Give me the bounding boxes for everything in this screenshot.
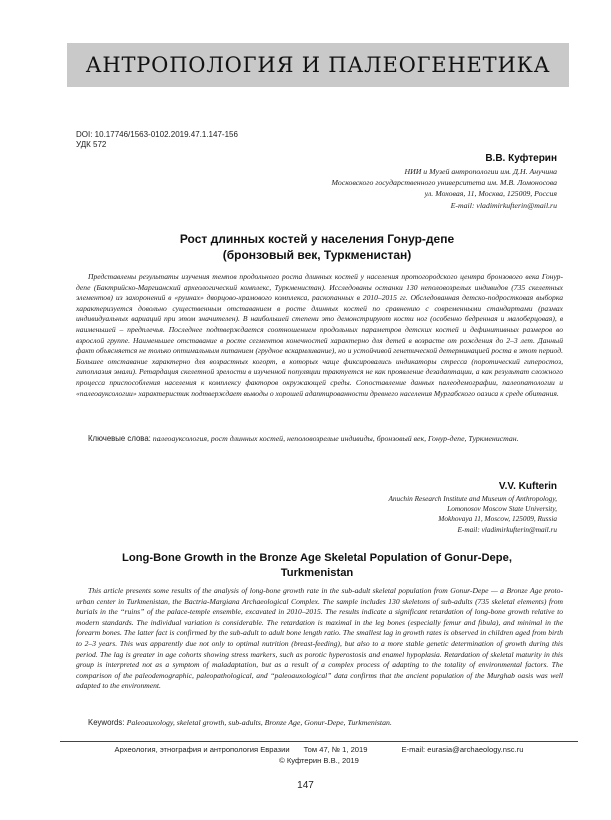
affiliation-line: Московского государственного университета им. М.В. Ломоносова [331,178,557,188]
title-line: Long-Bone Growth in the Bronze Age Skeletal Population of Gonur-Depe, [122,552,512,564]
copyright: © Куфтерин В.В., 2019 [279,756,359,765]
footer-journal-line [60,745,578,754]
keywords-en [76,718,563,729]
title-line: Рост длинных костей у населения Гонур-депе [179,232,455,246]
affiliation-line: НИИ и Музей антропологии им. Д.Н. Анучина [404,167,557,176]
author-name-ru: В.В. Куфтерин [485,153,557,164]
keywords-ru [76,434,563,445]
doi: DOI: 10.17746/1563-0102.2019.47.1.147-156 [76,130,238,139]
author-block-ru [331,153,557,211]
affiliation-en [388,494,557,535]
udk: УДК 572 [76,140,107,149]
author-email: E-mail: vladimirkufterin@mail.ru [457,524,557,534]
journal-name: Археология, этнография и антропология Евразии [114,745,290,754]
article-title-ru [66,231,568,263]
abstract-ru: Представлены результаты изучения темпов продольного роста длинных костей у населения протогородского центра бронзового века Гонур-депе (Бактрийско-Маргианский археологический комплекс, Туркменистан). Исследованы останки 130 неполовозрелых индивидов (735 скелетных элементов) из захоронений в «руинах» дворцово-храмового комплекса, раскопанных в 2010–2015 гг. Обследованная детско-подростковая выборка характеризуется довольно существенным отставанием в росте длинных костей по сравнению с современными стандартами (размах индивидуальных вариаций при этом значителен). В наибольшей степени это демонстрируют кости ног (особенно бедренная и малоберцовая), в наименьшей – предплечья. Последнее подтверждается соотношением продольных параметров детских костей и дефинитивных размеров во взрослой группе. Наименьшее отставание в росте сегментов конечностей характерно для детей в возрасте от рождения до 2–3 лет. Данный факт объясняется не только оптимальным питанием (грудное вскармливание), но и устойчивой генетической детерминацией роста в этот период. Большее отставание характерно для возрастных когорт, в которых чаще фиксировались индикаторы стресса (поротический гиперостоз, гипоплазия эмали). Ретардация скелетной зрелости в изученной популяции трактуется не как проявление дезадаптации, а как результат сложного процесса приспособления населения к комплексу факторов окружающей среды. Сопоставление данных палеодемографии, палеопатологии и «палеоауксологии» характеристик подтверждает выводы о хорошей адаптированности древнего населения Мургабского оазиса к среде обитания. [76,272,563,398]
affiliation-line: Anuchin Research Institute and Museum of Anthropology, [388,494,557,503]
affiliation-ru [331,166,557,211]
section-banner [67,43,569,87]
keywords-label: Ключевые слова: [88,434,151,443]
author-name-en: V.V. Kufterin [498,481,557,492]
author-email: E-mail: vladimirkufterin@mail.ru [450,200,557,210]
affiliation-line: Lomonosov Moscow State University, [447,504,557,514]
page-number: 147 [297,780,314,791]
abstract-en: This article presents some results of the analysis of long-bone growth rate in the sub-adult skeletal population from Gonur-Depe — a Bronze Age proto-urban center in Turkmenistan, the Bactria-Margiana Archaeological Complex. The sample includes 130 skeletons of sub-adults (735 skeletal elements) from burials in the “ruins” of the palace-temple ensemble, excavated in 2010–2015. The results indicate a significant retardation of long-bone growth relative to modern standards. The individual variation is considerable. The retardation is maximal in the leg bones (especially femur and fibula), and minimal in the forearm bones. The latter fact is confirmed by the sub-adult to adult bone length ratio. The smallest lag in growth rates is observed in children aged from birth to 2–3 years. This was apparently due not only to optimal nutrition (breast-feeding), but also to a more stable genetic determination of growth during this period. The lag is greater in age cohorts showing stress markers, such as porotic hyperostosis and enamel hypoplasia. Retardation of skeletal maturity in this group is interpreted not as a symptom of maladaptation, but as a result of a complex process of adapting to the totality of environmental factors. The comparison of the paleodemographic, paleopathological, and “paleoauxological” data confirms that the ancient population of the Murghab oasis was well adapted to the environment. [76,586,563,691]
title-line: Turkmenistan [280,567,354,579]
journal-volume: Том 47, № 1, 2019 [303,745,368,754]
affiliation-line: Mokhovaya 11, Moscow, 125009, Russia [438,514,557,524]
footer-divider [60,741,578,742]
keywords-text: палеоауксология, рост длинных костей, неполовозрелые индивиды, бронзовый век, Гонур-депе, Туркменистан. [152,434,519,443]
section-title: АНТРОПОЛОГИЯ И ПАЛЕОГЕНЕТИКА [85,53,551,77]
keywords-label: Keywords: [88,718,125,727]
title-line: (бронзовый век, Туркменистан) [222,248,412,262]
journal-email: E-mail: eurasia@archaeology.nsc.ru [401,745,524,754]
affiliation-line: ул. Моховая, 11, Москва, 125009, Россия [424,189,557,199]
author-block-en [388,481,557,535]
keywords-text: Paleoauxology, skeletal growth, sub-adults, Bronze Age, Gonur-Depe, Turkmenistan. [126,718,392,727]
article-title-en [66,551,568,581]
